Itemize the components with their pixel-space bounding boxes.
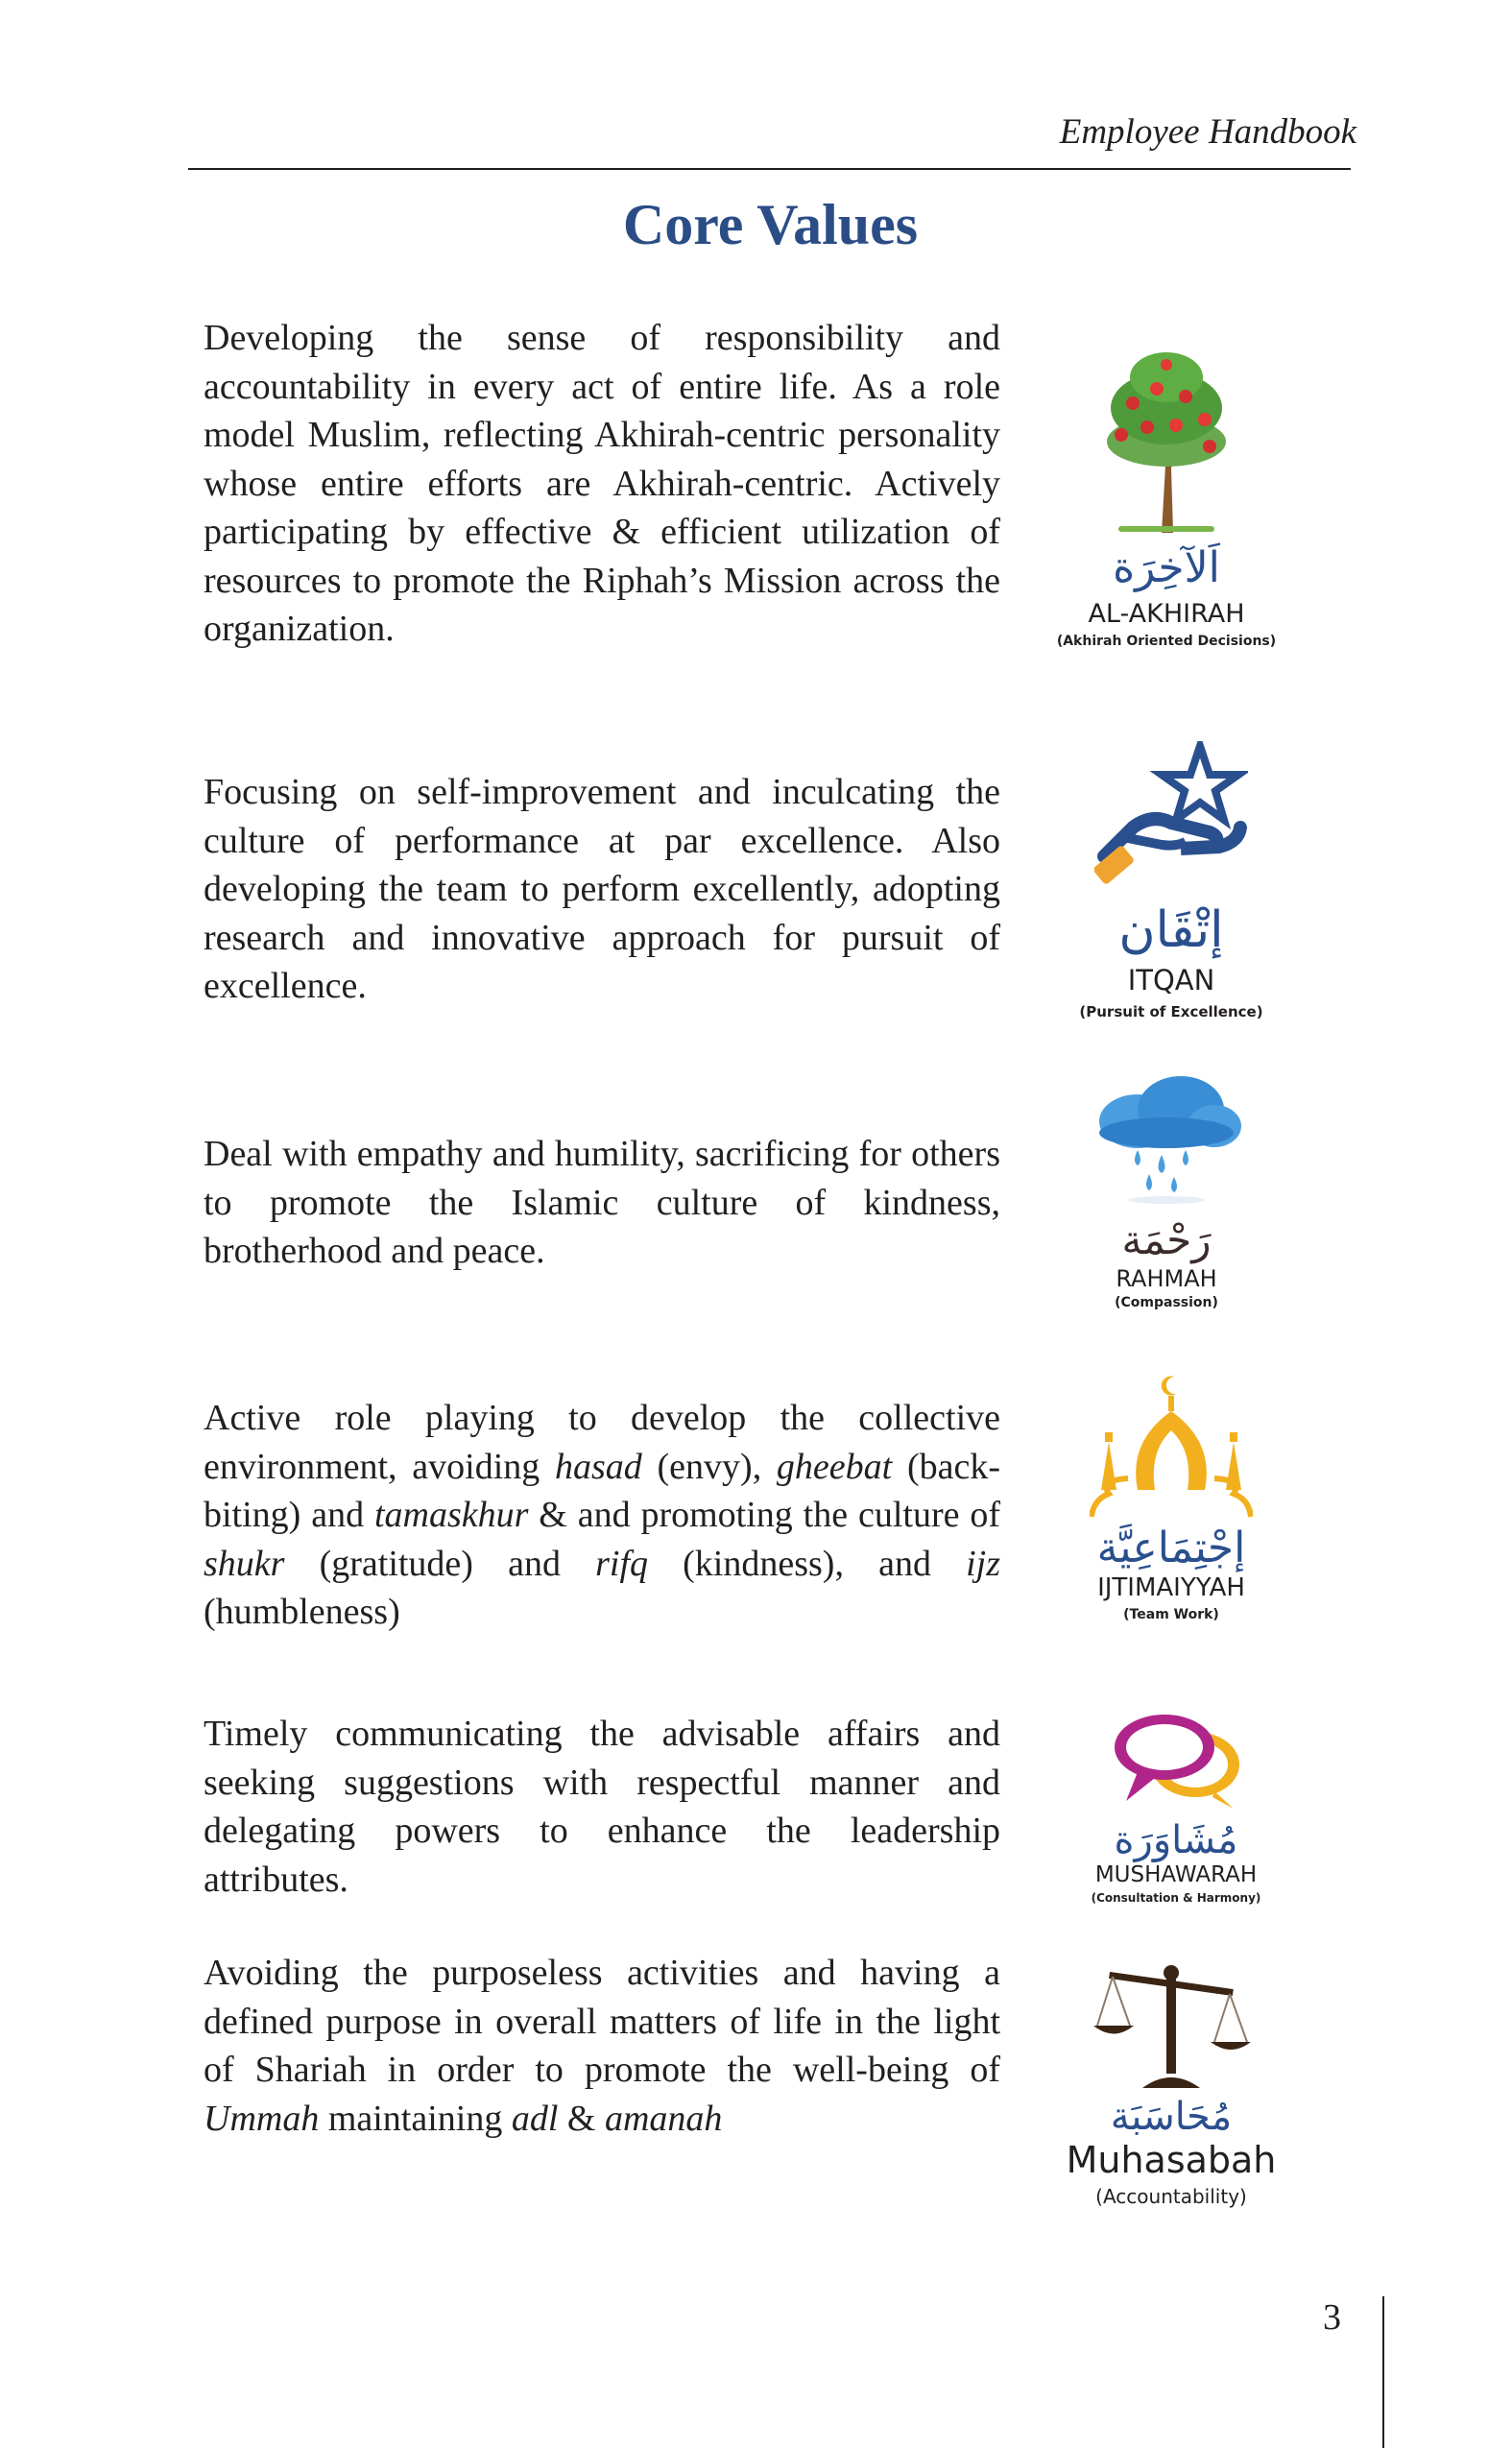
- value-arabic-akhirah: اَلآخِرَة: [1113, 543, 1220, 592]
- value-icon-akhirah: [1032, 350, 1301, 650]
- page-title: Core Values: [622, 193, 919, 256]
- value-text-rahmah: Deal with empathy and humility, sacrificing for others to promote the Islamic culture of kindness, brotherhood and peace.: [204, 1134, 1000, 1271]
- hand-star-icon: [1094, 741, 1248, 895]
- value-subtitle-muhasabah: (Accountability): [1095, 2184, 1247, 2208]
- value-arabic-ijtimaiyyah: إجْتِمَاعِيَّة: [1096, 1524, 1246, 1572]
- value-arabic-itqan: إتْقَان: [1118, 901, 1224, 959]
- page-number: 3: [1323, 2297, 1341, 2338]
- value-arabic-rahmah: رَحْمَة: [1121, 1216, 1212, 1263]
- apple-tree-icon: [1094, 350, 1238, 533]
- speech-bubbles-icon: [1099, 1709, 1253, 1814]
- value-icon-rahmah: [1056, 1073, 1277, 1311]
- value-subtitle-akhirah: (Akhirah Oriented Decisions): [1056, 633, 1277, 649]
- value-text-muhasabah: Avoiding the purposeless activities and having a defined purpose in overall matters of life in the light of Shariah in order to promote the well-being of Ummah maintaining adl & amanah: [204, 1953, 1000, 2139]
- value-icon-itqan: [1046, 741, 1296, 1020]
- footer-rule: [1382, 2296, 1384, 2448]
- balance-scale-icon: [1090, 1963, 1253, 2093]
- value-text-akhirah: Developing the sense of responsibility and accountability in every act of entire life. As a role model Muslim, reflecting Akhirah-centric personality whose entire efforts are Akhirah-centric. Actively participating by effective & efficient utilization of resources to promote the Riphah’s Mission across the organization.: [204, 318, 1000, 649]
- value-name-muhasabah: Muhasabah: [1066, 2139, 1277, 2181]
- mosque-dome-icon: [1090, 1375, 1253, 1519]
- value-icon-ijtimaiyyah: [1056, 1375, 1286, 1623]
- value-subtitle-rahmah: (Compassion): [1115, 1295, 1218, 1311]
- value-icon-muhasabah: [1042, 1963, 1301, 2208]
- header-rule: [188, 168, 1351, 170]
- value-name-itqan: ITQAN: [1127, 963, 1215, 996]
- header-title: Employee Handbook: [1059, 112, 1356, 152]
- value-arabic-muhasabah: مُحَاسَبَة: [1110, 2095, 1233, 2139]
- value-text-mushawarah: Timely communicating the advisable affairs and seeking suggestions with respectful manner and delegating powers to enhance the leadership attributes.: [204, 1714, 1000, 1900]
- value-icon-mushawarah: [1056, 1709, 1296, 1905]
- value-name-ijtimaiyyah: IJTIMAIYYAH: [1097, 1572, 1245, 1602]
- value-arabic-mushawarah: مُشَاوَرَة: [1114, 1818, 1238, 1862]
- value-name-rahmah: RAHMAH: [1116, 1265, 1217, 1293]
- rain-cloud-icon: [1090, 1073, 1243, 1208]
- value-text-itqan: Focusing on self-improvement and inculcating the culture of performance at par excellence. Also developing the team to perform excellently, adopting research and innovative approach for pursuit of excellence.: [204, 772, 1000, 1006]
- value-subtitle-ijtimaiyyah: (Team Work): [1123, 1606, 1219, 1622]
- value-name-mushawarah: MUSHAWARAH: [1094, 1862, 1258, 1887]
- value-subtitle-itqan: (Pursuit of Excellence): [1079, 1002, 1263, 1020]
- value-name-akhirah: AL-AKHIRAH: [1088, 598, 1245, 629]
- value-text-ijtimaiyyah: Active role playing to develop the collective environment, avoiding hasad (envy), gheebat (back-biting) and tamaskhur & and promoting the culture of shukr (gratitude) and rifq (kindness), and ijz (humbleness): [204, 1398, 1000, 1632]
- value-subtitle-mushawarah: (Consultation & Harmony): [1091, 1890, 1261, 1905]
